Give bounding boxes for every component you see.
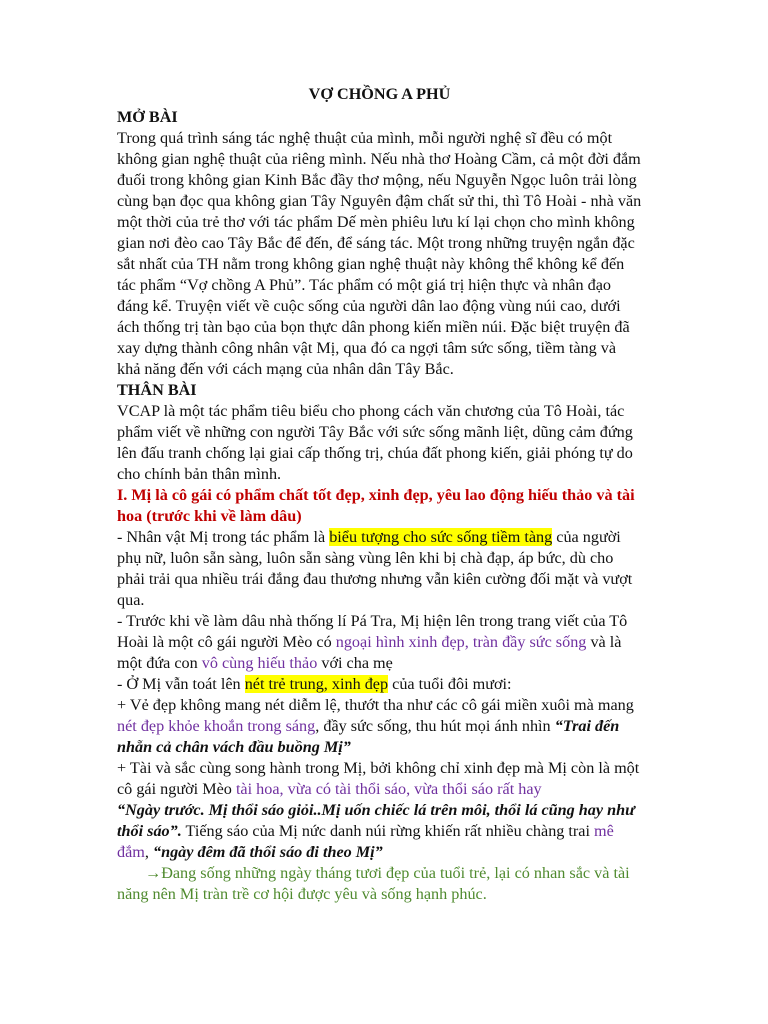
mo-bai-paragraph: Trong quá trình sáng tác nghệ thuật của mình, mỗi người nghệ sĩ đều có một không gian nghệ thuật của riêng mình. Nếu nhà thơ Hoàng Cầm, cả một đời đắm đuối trong không gian Kinh Bắc đầy thơ mộng, nếu Nguyễn Ngọc luôn trải lòng cùng bạn đọc qua không gian Tây Nguyên đậm chất sử thi, thì Tô Hoài - nhà văn một thời của trẻ thơ với tác phẩm Dế mèn phiêu lưu kí lại chọn cho mình không gian nơi đèo cao Tây Bắc để đến, để sáng tác. Một trong những truyện ngắn đặc sắt nhất của TH nằm trong không gian nghệ thuật này không thể không kể đến tác phẩm “Vợ chồng A Phủ”. Tác phẩm có một giá trị hiện thực và nhân đạo đáng kể. Truyện viết về cuộc sống của người dân lao động vùng núi cao, dưới ách thống trị tàn bạo của bọn thực dân phong kiến miền núi. Đặc biệt truyện đã xay dựng thành công nhân vật Mị, qua đó ca ngợi tâm sức sống, tiềm tàng và khả năng đến với cách mạng của nhân dân Tây Bắc. xyxy=(117,129,642,378)
text-run: - Nhân vật Mị trong tác phẩm là xyxy=(117,528,330,546)
purple-text: ngoại hình xinh đẹp, tràn đầy sức sống xyxy=(335,633,587,651)
highlighted-text: biểu tượng cho sức sống tiềm tàng xyxy=(329,528,553,546)
highlighted-text: nét trẻ trung, xinh đẹp xyxy=(244,675,389,693)
quote-text: “Trai đến nhẵn cả chân vách đầu buồng Mị” xyxy=(117,717,620,756)
text-run: của người phụ nữ, luôn sẵn sàng, luôn sẵn sàng vùng lên khi bị chà đạp, áp bức, dù cho phải trải qua nhiều trái đắng đau thương nhưng vẫn kiên cường đối mặt và vượt qua. xyxy=(117,528,633,609)
text-run: với cha mẹ xyxy=(317,654,393,672)
text-run: Tiếng sáo của Mị nức danh núi rừng khiến rất nhiều chàng trai xyxy=(181,822,595,840)
purple-text: nét đẹp khỏe khoắn trong sáng xyxy=(117,717,316,735)
text-run: + Vẻ đẹp không mang nét diễm lệ, thướt tha như các cô gái miền xuôi mà mang xyxy=(117,696,634,714)
section-1-heading: I. Mị là cô gái có phẩm chất tốt đẹp, xinh đẹp, yêu lao động hiếu thảo và tài hoa (trước khi về làm dâu) xyxy=(117,486,635,525)
paragraph-youth xyxy=(117,674,642,695)
mo-bai-heading: MỞ BÀI xyxy=(117,108,178,126)
paragraph-beauty xyxy=(117,695,642,758)
than-bai-heading: THÂN BÀI xyxy=(117,381,197,399)
paragraph-conclusion: →Đang sống những ngày tháng tươi đẹp của tuổi trẻ, lại có nhan sắc và tài năng nên Mị tràn trề cơ hội được yêu và sống hạnh phúc. xyxy=(117,864,630,903)
text-run: + Tài và sắc cùng song hành trong Mị, bởi không chỉ xinh đẹp mà Mị còn là một cô gái người Mèo xyxy=(117,759,640,798)
paragraph-symbol xyxy=(117,527,642,611)
text-run: và là một đứa con xyxy=(117,633,622,672)
text-run: của tuổi đôi mươi: xyxy=(388,675,512,693)
quote-text: “ngày đêm đã thổi sáo đi theo Mị” xyxy=(152,843,383,861)
purple-text: vô cùng hiếu thảo xyxy=(201,654,318,672)
document-title: VỢ CHỒNG A PHỦ xyxy=(308,85,451,103)
text-run: - Ở Mị vẫn toát lên xyxy=(117,675,245,693)
than-bai-paragraph: VCAP là một tác phẩm tiêu biểu cho phong cách văn chương của Tô Hoài, tác phẩm viết về những con người Tây Bắc với sức sống mãnh liệt, dũng cảm đứng lên đấu tranh chống lại giai cấp thống trị, chúa đất phong kiến, giải phóng tự do cho chính bản thân mình. xyxy=(117,402,633,483)
text-run: , xyxy=(144,843,153,861)
purple-text: tài hoa, vừa có tài thổi sáo, vừa thổi sáo rất hay xyxy=(235,780,542,798)
text-run: - Trước khi về làm dâu nhà thống lí Pá Tra, Mị hiện lên trong trang viết của Tô Hoài là một cô gái người Mèo có xyxy=(117,612,628,651)
paragraph-before-marriage xyxy=(117,611,642,674)
quote-text: “Ngày trước. Mị thổi sáo giỏi..Mị uốn chiếc lá trên môi, thổi lá cũng hay như thổi sáo”. xyxy=(117,801,635,840)
text-run: , đầy sức sống, thu hút mọi ánh nhìn xyxy=(315,717,555,735)
paragraph-talent xyxy=(117,758,642,863)
purple-text: mê đắm xyxy=(117,822,614,861)
